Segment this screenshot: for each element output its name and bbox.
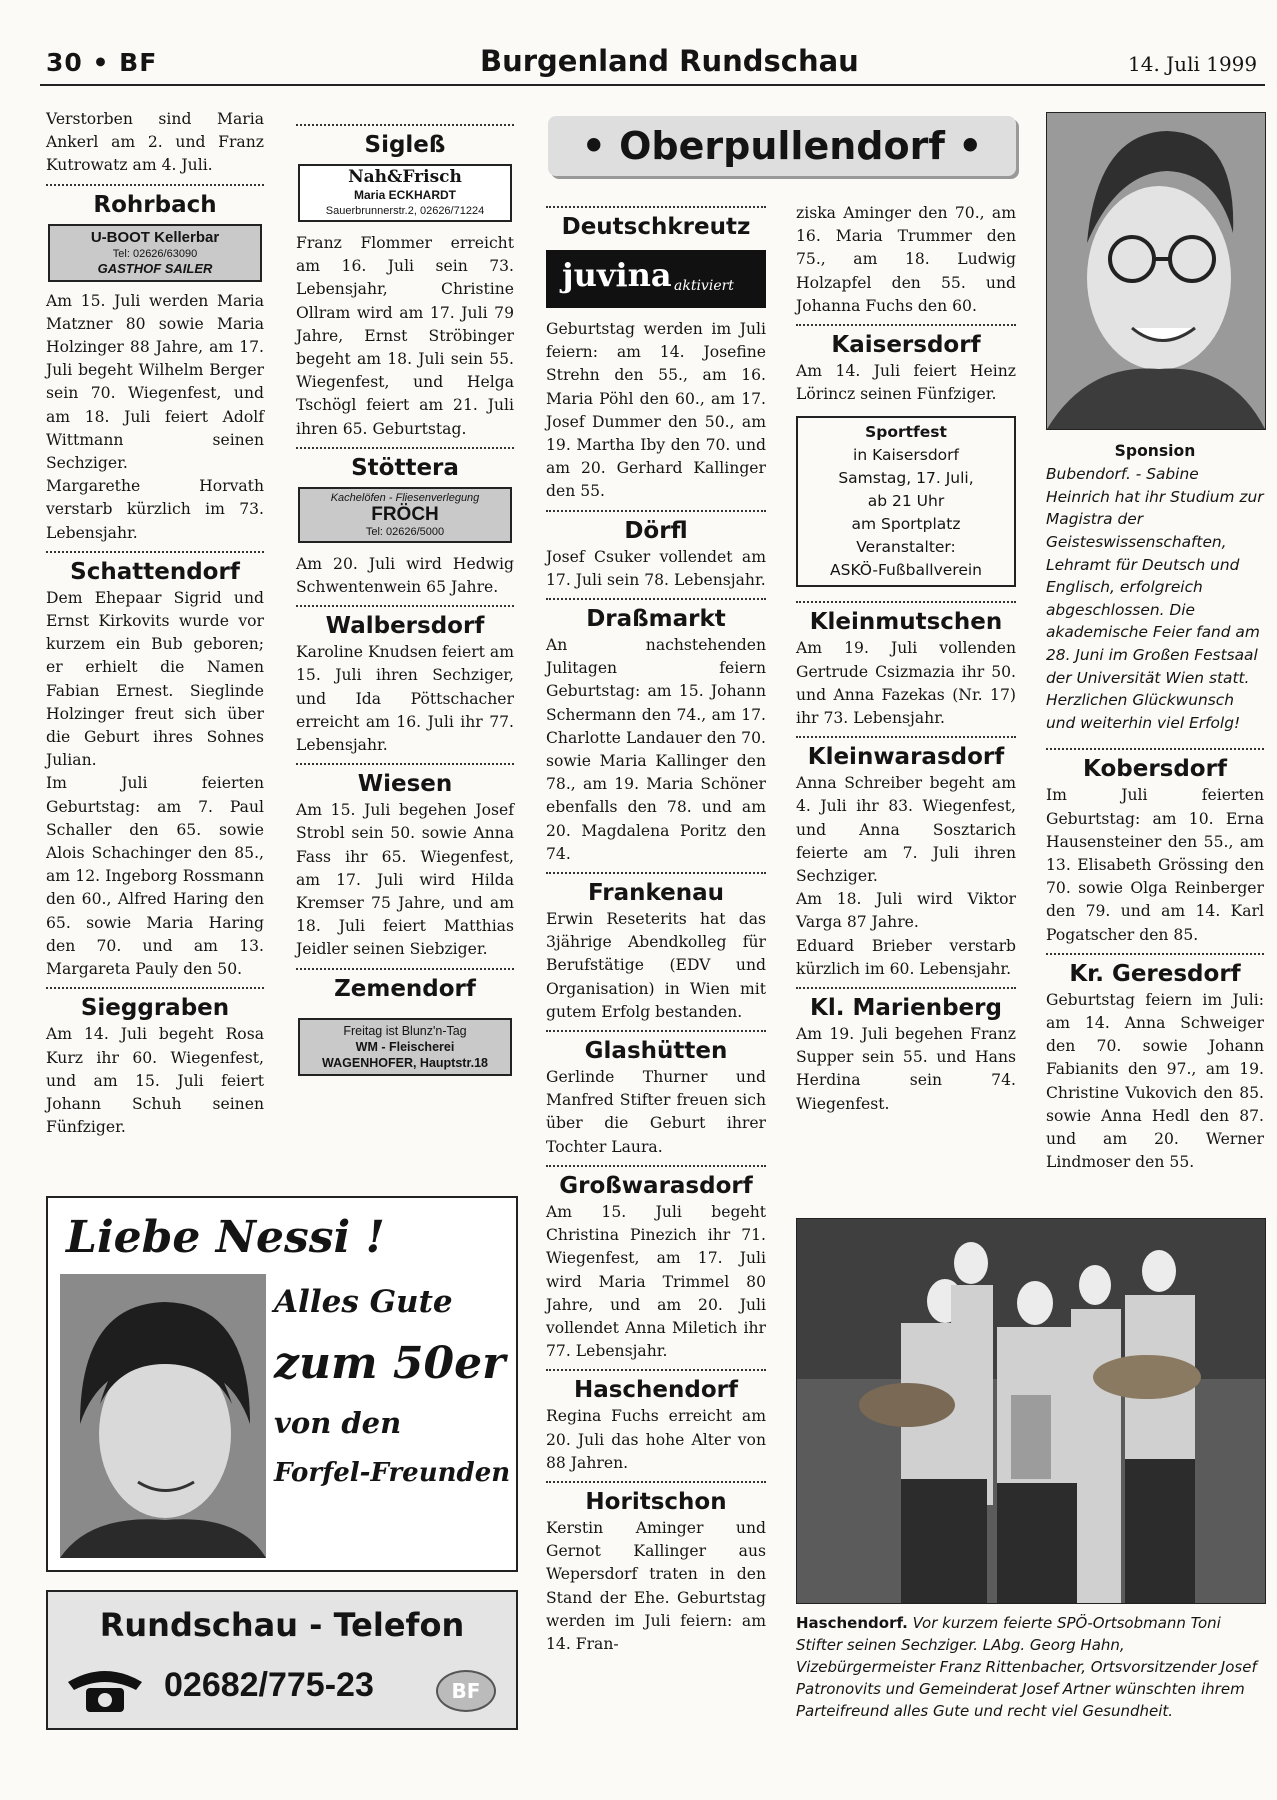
ad-line: Tel: 02626/63090 bbox=[112, 247, 198, 260]
heading-kobersdorf: Kobersdorf bbox=[1083, 756, 1227, 783]
juvina-ad bbox=[546, 250, 766, 308]
heading-drassmarkt: Draßmarkt bbox=[586, 606, 726, 633]
heading-schattendorf: Schattendorf bbox=[70, 558, 240, 585]
heading-sieggraben: Sieggraben bbox=[80, 995, 230, 1022]
greeting-title: Liebe Nessi ! bbox=[66, 1212, 385, 1263]
ad-line: Maria ECKHARDT bbox=[353, 188, 456, 202]
ad-zemendorf bbox=[298, 1018, 512, 1076]
divider bbox=[796, 987, 1016, 989]
portrait-photo bbox=[1046, 112, 1266, 430]
article-text: Karoline Knudsen feiert am 15. Juli ihren Sechziger, und Ida Pöttschacher erreicht am 16. Juli ihr 77. Lebensjahr. bbox=[296, 643, 514, 755]
divider bbox=[1046, 953, 1264, 955]
divider bbox=[46, 184, 264, 186]
divider bbox=[296, 124, 514, 126]
article-text: Am 15. Juli begehen Josef Strobl sein 50. sowie Anna Fass ihr 65. Wiegenfest, am 17. Juli wird Hilda Kremser 75 Jahre, und am 18. Juli feiert Matthias Jeidler seinen Siebziger. bbox=[296, 801, 514, 959]
sponsion-title: Sponsion bbox=[1114, 442, 1196, 460]
phone-ad bbox=[46, 1590, 518, 1730]
ad-rohrbach bbox=[48, 224, 262, 282]
article-text: Am 14. Juli feiert Heinz Lörincz seinen Fünfziger. bbox=[796, 362, 1016, 404]
ad-line: WM - Fleischerei bbox=[355, 1039, 455, 1054]
ad-sigless bbox=[298, 164, 512, 222]
heading-grosswarasdorf: Großwarasdorf bbox=[559, 1172, 753, 1199]
heading-kaisersdorf: Kaisersdorf bbox=[831, 332, 981, 359]
heading-haschendorf: Haschendorf bbox=[573, 1377, 739, 1404]
column-3 bbox=[546, 200, 766, 1656]
article-text: Am 14. Juli begeht Rosa Kurz ihr 60. Wiegenfest, und am 15. Juli feiert Johann Schuh seinen Fünfziger. bbox=[46, 1025, 264, 1137]
divider bbox=[296, 447, 514, 449]
divider bbox=[546, 1165, 766, 1167]
article-text: An nachstehenden Julitagen feiern Geburtstag: am 15. Johann Schermann den 74., am 17. Charlotte Landauer den 70. sowie Maria Kallinger den 78., am 19. Maria Schöner ebenfalls den 78. und am 20. Magdalena Poritz den 74. bbox=[546, 636, 766, 863]
heading-glashuetten: Glashütten bbox=[584, 1038, 728, 1065]
section-banner: • Oberpullendorf • bbox=[548, 116, 1016, 176]
sponsion-text: Bubendorf. - Sabine Heinrich hat ihr Studium zur Magistra der Geisteswissenschaften, Lehramt für Deutsch und Englisch, erfolgreich abgeschlossen. Die akademische Feier fand am 28. Juni im Großen Festsaal der Universität Wien statt. Herzlichen Glückwunsch und weiterhin viel Erfolg! bbox=[1046, 465, 1264, 732]
article-text: Dem Ehepaar Sigrid und Ernst Kirkovits wurde vor kurzem ein Bub geboren; er erhielt die Namen Fabian Ernest. Sieglinde Holzinger freut sich über die Geburt ihres Sohnes Julian. bbox=[46, 588, 264, 770]
divider bbox=[546, 206, 766, 208]
divider bbox=[796, 736, 1016, 738]
ad-line: Tel: 02626/5000 bbox=[365, 525, 445, 538]
heading-rohrbach: Rohrbach bbox=[93, 191, 217, 218]
greeting-line: Forfel-Freunden bbox=[274, 1458, 511, 1488]
caption-place: Haschendorf. bbox=[796, 1614, 908, 1632]
intro-text: Verstorben sind Maria Ankerl am 2. und Franz Kutrowatz am 4. Juli. bbox=[46, 110, 264, 175]
greeting-ad bbox=[46, 1196, 518, 1572]
divider bbox=[546, 872, 766, 874]
article-text: Margarethe Horvath verstarb kürzlich im 73. Lebensjahr. bbox=[46, 477, 264, 542]
article-text: Erwin Reseterits hat das 3jährige Abendkolleg für Berufstätige (EDV und Organisation) in Wien mit gutem Erfolg bestanden. bbox=[546, 910, 766, 1021]
ad-line: Freitag ist Blunz'n-Tag bbox=[343, 1023, 467, 1038]
heading-kleinwarasdorf: Kleinwarasdorf bbox=[807, 744, 1005, 771]
heading-kl-marienberg: Kl. Marienberg bbox=[810, 995, 1002, 1022]
heading-deutschkreutz: Deutschkreutz bbox=[561, 214, 751, 240]
column-4 bbox=[796, 202, 1016, 1116]
article-text: Gerlinde Thurner und Manfred Stifter freuen sich über die Geburt ihrer Tochter Laura. bbox=[546, 1068, 766, 1156]
ad-line: GASTHOF SAILER bbox=[97, 260, 213, 276]
heading-horitschon: Horitschon bbox=[585, 1488, 727, 1515]
heading-walbersdorf: Walbersdorf bbox=[325, 613, 485, 640]
ad-line: FRÖCH bbox=[371, 503, 439, 525]
greeting-line: Alles Gute bbox=[274, 1284, 453, 1320]
article-text: Eduard Brieber verstarb kürzlich im 60. Lebensjahr. bbox=[796, 936, 1016, 978]
heading-wiesen: Wiesen bbox=[357, 771, 453, 798]
divider bbox=[796, 324, 1016, 326]
column-5 bbox=[1046, 440, 1264, 1174]
column-1 bbox=[46, 108, 264, 1139]
portrait-illustration bbox=[1047, 113, 1265, 429]
juvina-logo: juvina bbox=[562, 256, 672, 294]
article-text: Josef Csuker vollendet am 17. Juli sein 78. Lebensjahr. bbox=[546, 547, 766, 589]
article-text: Am 15. Juli begeht Christina Pinezich ihr 71. Wiegenfest, am 17. Juli wird Maria Trimmel 80 Jahre, und am 20. Juli vollendet Anna Miletich ihr 77. Lebensjahr. bbox=[546, 1202, 766, 1361]
issue-date: 14. Juli 1999 bbox=[1128, 52, 1258, 76]
heading-kr-geresdorf: Kr. Geresdorf bbox=[1069, 960, 1241, 987]
newspaper-title: Burgenland Rundschau bbox=[480, 44, 859, 78]
phone-ad-title: Rundschau - Telefon bbox=[99, 1606, 465, 1644]
article-text: Regina Fuchs erreicht am 20. Juli das hohe Alter von 88 Jahren. bbox=[546, 1407, 766, 1472]
article-text: Franz Flommer erreicht am 16. Juli sein 73. Lebensjahr, Christine Ollram wird am 17. Juli 79 Jahre, Ernst Ströbinger begeht am 18. Juli sein 55. Wiegenfest, und Helga Tschögl feiert am 21. Juli ihren 65. Geburtstag. bbox=[296, 234, 514, 438]
group-photo-illustration bbox=[797, 1219, 1265, 1603]
divider bbox=[1046, 748, 1264, 750]
article-text: Am 15. Juli werden Maria Matzner 80 sowie Maria Holzinger 88 Jahre, am 17. Juli begeht Wilhelm Berger sein 70. Wiegenfest, und am 18. Juli feiert Adolf Wittmann seinen Sechziger. bbox=[46, 291, 264, 473]
divider bbox=[796, 601, 1016, 603]
woman-portrait bbox=[60, 1274, 266, 1558]
article-text: Im Juli feierten Geburtstag: am 7. Paul Schaller den 65. sowie Alois Schachinger den 85., am 12. Ingeborg Rossmann den 60., Alfred Haring den 65. sowie Maria Haring den 70. und am 13. Margareta Pauly den 50. bbox=[46, 774, 264, 979]
caption-text: Vor kurzem feierte SPÖ-Ortsobmann Toni Stifter seinen Sechziger. LAbg. Georg Hahn, Vizebürgermeister Franz Rittenbacher, Ortsvorsitzender Josef Patronovits und Gemeinderat Josef Artner wünschten ihrem Parteifreund alles Gute und recht viel Gesundheit. bbox=[796, 1614, 1257, 1720]
divider bbox=[296, 605, 514, 607]
sportfest-line: Veranstalter: bbox=[856, 538, 956, 557]
group-photo bbox=[796, 1218, 1266, 1604]
telephone-icon bbox=[64, 1664, 146, 1716]
article-text: Anna Schreiber begeht am 4. Juli ihr 83. Wiegenfest, und Anna Sosztarich feierte am 7. Juli ihren Sechziger. bbox=[796, 774, 1016, 886]
divider bbox=[546, 1481, 766, 1483]
heading-frankenau: Frankenau bbox=[587, 880, 725, 907]
article-text: Geburtstag feiern im Juli: am 14. Anna Schweiger den 70. sowie Johann Fabianits den 97., am 19. Christine Vukovich den 85. sowie Anna Hedl den 87. und am 20. Werner Lindmoser den 55. bbox=[1046, 990, 1264, 1172]
heading-kleinmutschen: Kleinmutschen bbox=[809, 609, 1003, 636]
sportfest-line: ab 21 Uhr bbox=[867, 492, 945, 511]
article-text: Kerstin Aminger und Gernot Kallinger aus Wepersdorf traten in den Stand der Ehe. Geburtstag werden im Juli feiern: am 14. Fran- bbox=[546, 1518, 766, 1653]
article-text: Im Juli feierten Geburtstag: am 10. Erna Hausensteiner den 55., am 13. Elisabeth Grössing den 70. sowie Olga Reinberger den 79. und am 14. Karl Pogatscher den 85. bbox=[1046, 786, 1264, 944]
heading-zemendorf: Zemendorf bbox=[334, 975, 476, 1002]
divider bbox=[46, 551, 264, 553]
ad-line: Kachelöfen - Fliesenverlegung bbox=[330, 491, 480, 504]
bf-logo: BF bbox=[436, 1670, 496, 1712]
ad-line: Sauerbrunnerstr.2, 02626/71224 bbox=[325, 205, 485, 217]
sportfest-line: in Kaisersdorf bbox=[853, 446, 959, 465]
column-2 bbox=[296, 118, 514, 1084]
divider bbox=[546, 510, 766, 512]
article-text: Am 20. Juli wird Hedwig Schwentenwein 65 Jahre. bbox=[296, 554, 514, 597]
heading-sigless: Sigleß bbox=[364, 132, 446, 158]
photo-caption bbox=[796, 1612, 1266, 1722]
juvina-sub: aktiviert bbox=[674, 278, 734, 294]
article-text: ziska Aminger den 70., am 16. Maria Trummer den 75., am 18. Ludwig Holzapfel den 55. und Johanna Fuchs den 60. bbox=[796, 204, 1016, 315]
heading-doerfl: Dörfl bbox=[624, 517, 688, 544]
divider bbox=[546, 1030, 766, 1032]
ad-line: WAGENHOFER, Hauptstr.18 bbox=[322, 1055, 488, 1070]
greeting-photo bbox=[60, 1274, 266, 1558]
sportfest-line: am Sportplatz bbox=[851, 515, 961, 534]
article-text: Am 18. Juli wird Viktor Varga 87 Jahre. bbox=[796, 890, 1016, 932]
sportfest-box bbox=[796, 416, 1016, 587]
heading-stoettera: Stöttera bbox=[351, 454, 459, 481]
divider bbox=[546, 598, 766, 600]
phone-number: 02682/775-23 bbox=[164, 1666, 374, 1704]
divider bbox=[296, 763, 514, 765]
sportfest-line: ASKÖ-Fußballverein bbox=[830, 561, 982, 580]
divider bbox=[46, 987, 264, 989]
ad-stoettera bbox=[298, 487, 512, 543]
article-text: Geburtstag werden im Juli feiern: am 14. Josefine Strehn den 55., am 16. Maria Pöhl den 60., am 17. Josef Dummer den 50., am 19. Martha Iby den 70. und am 20. Gerhard Kallinger den 55. bbox=[546, 320, 766, 501]
ad-line: Nah&Frisch bbox=[348, 167, 462, 187]
divider bbox=[546, 1369, 766, 1371]
greeting-line: von den bbox=[274, 1406, 402, 1440]
sportfest-title: Sportfest bbox=[865, 423, 947, 442]
article-text: Am 19. Juli begehen Franz Supper sein 55. und Hans Herdina sein 74. Wiegenfest. bbox=[796, 1025, 1016, 1113]
greeting-line: zum 50er bbox=[274, 1338, 506, 1389]
article-text: Am 19. Juli vollenden Gertrude Csizmazia ihr 50. und Anna Fazekas (Nr. 17) ihr 73. Lebensjahr. bbox=[796, 639, 1016, 728]
divider bbox=[296, 968, 514, 970]
header-rule bbox=[40, 84, 1265, 86]
ad-line: U-BOOT Kellerbar bbox=[90, 228, 220, 246]
sportfest-line: Samstag, 17. Juli, bbox=[838, 469, 974, 488]
page-number: 30 • BF bbox=[46, 48, 158, 77]
